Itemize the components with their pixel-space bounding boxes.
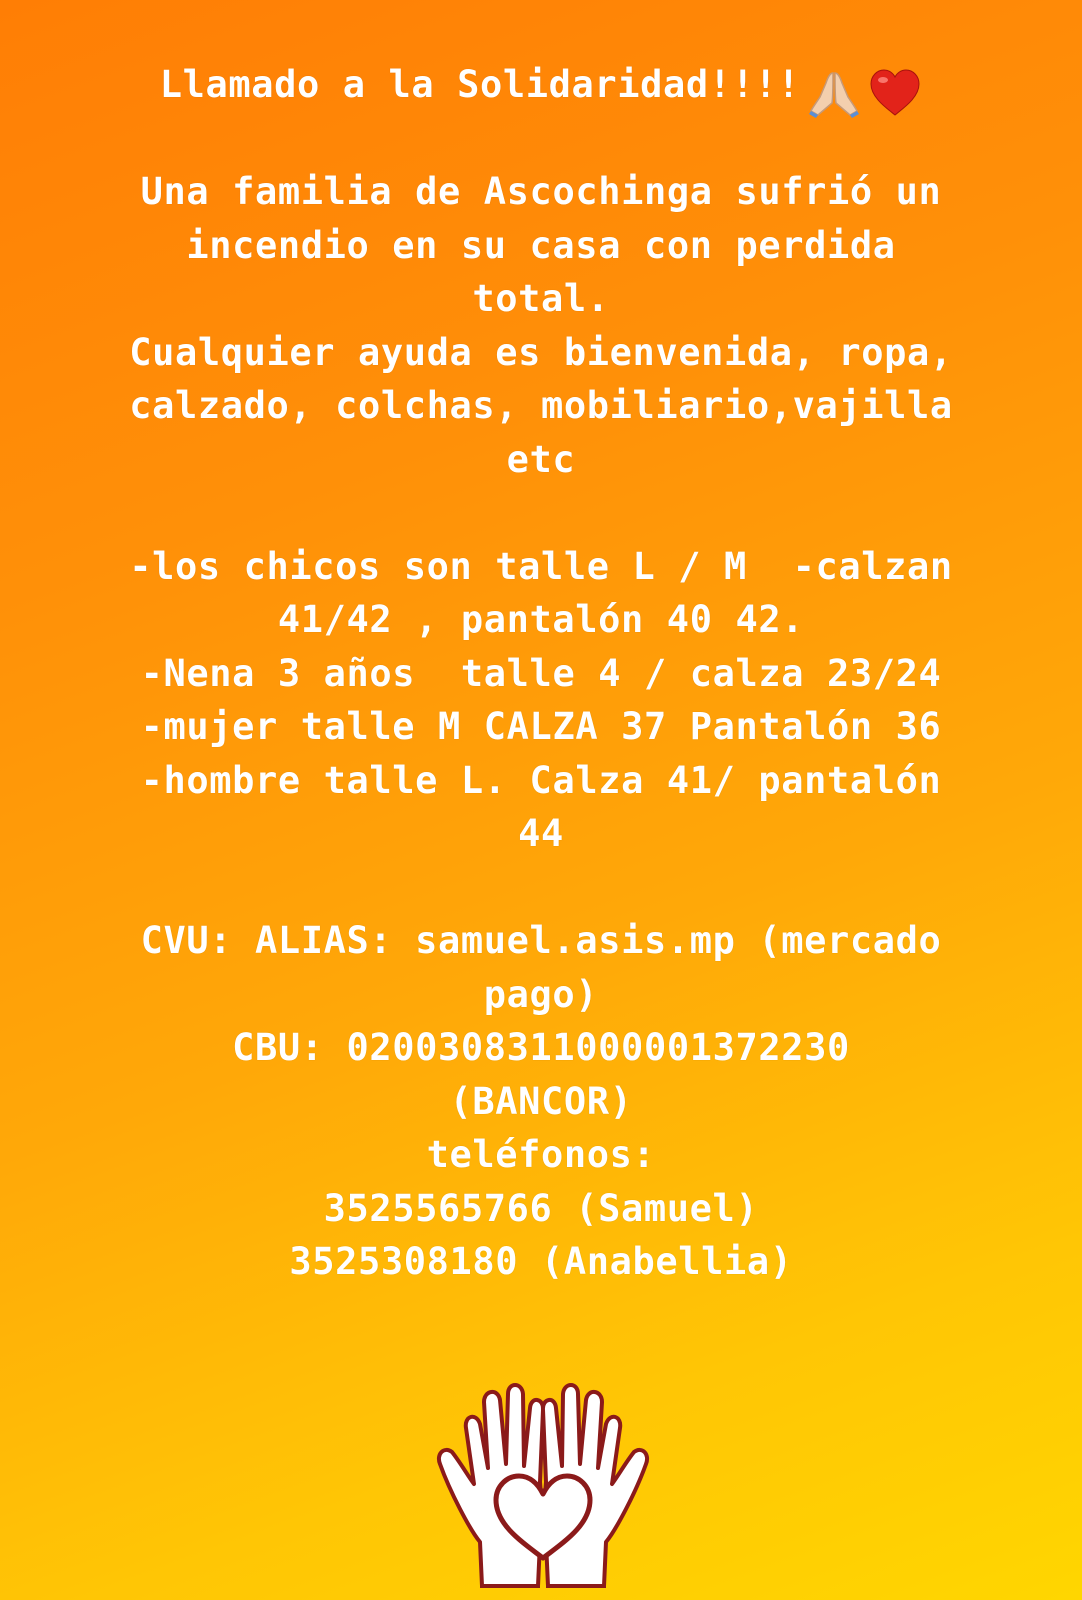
helping-hands-heart-icon[interactable]	[430, 1372, 656, 1590]
paragraph-line: total.	[472, 277, 610, 320]
post-title: Llamado a la Solidaridad!!!!	[159, 63, 801, 106]
payment-line: 3525308180 (Anabellia)	[289, 1240, 793, 1283]
payment-line: CBU: 0200308311000001372230	[232, 1026, 850, 1069]
payment-line: CVU: ALIAS: samuel.asis.mp (mercado	[140, 919, 942, 962]
sizes-line: -Nena 3 años talle 4 / calza 23/24	[140, 651, 942, 695]
post-title-line	[0, 58, 1082, 112]
sizes-line: -los chicos son talle L / M -calzan	[129, 544, 953, 588]
payment-line: 3525565766 (Samuel)	[323, 1186, 759, 1230]
red-heart-icon	[868, 64, 922, 119]
paragraph-line: Cualquier ayuda es bienvenida, ropa,	[129, 330, 953, 374]
paragraph-line: etc	[506, 437, 576, 481]
folded-hands-icon	[808, 64, 860, 119]
sizes-line: 41/42 , pantalón 40 42.	[277, 598, 805, 641]
paragraph-line: calzado, colchas, mobiliario,vajilla	[129, 384, 953, 427]
payment-line: pago)	[483, 972, 599, 1016]
story-text	[0, 58, 1082, 1289]
payment-line: teléfonos:	[426, 1133, 656, 1176]
paragraph-line: incendio en su casa con perdida	[186, 223, 896, 267]
sizes-line: -hombre talle L. Calza 41/ pantalón	[140, 758, 942, 802]
paragraph-line: Una familia de Ascochinga sufrió un	[140, 170, 942, 213]
sizes-line: 44	[518, 812, 564, 855]
sizes-line: -mujer talle M CALZA 37 Pantalón 36	[140, 705, 942, 748]
payment-line: (BANCOR)	[449, 1079, 633, 1123]
